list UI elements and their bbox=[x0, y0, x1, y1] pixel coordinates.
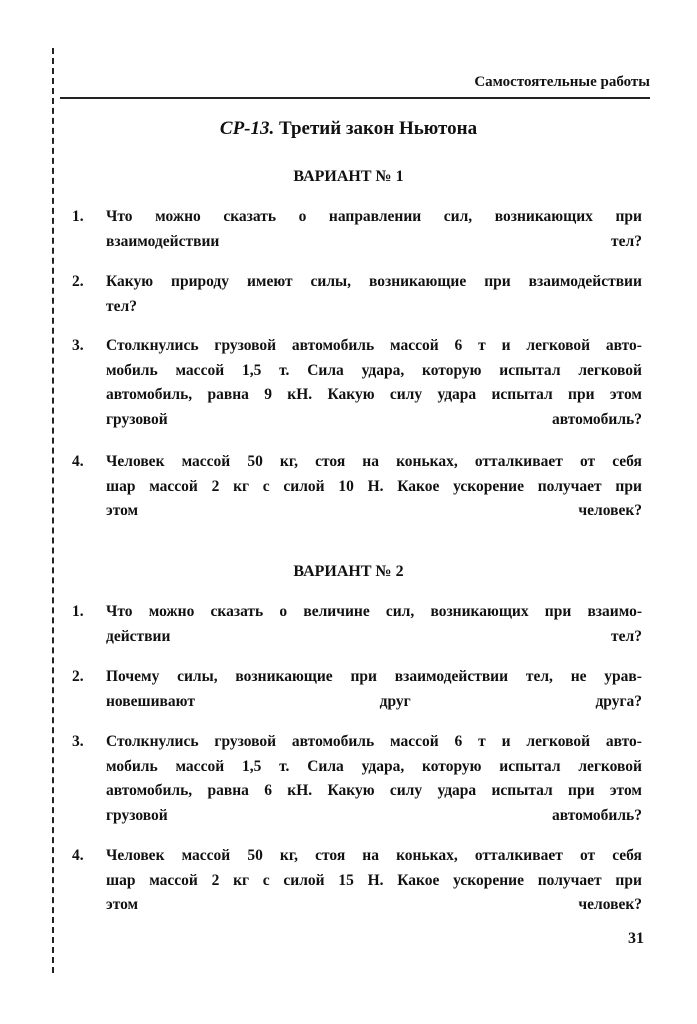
word: легковой bbox=[578, 361, 642, 379]
word: коньках, bbox=[396, 453, 458, 470]
word: удара, bbox=[361, 757, 405, 775]
word: силу bbox=[389, 782, 423, 799]
question-line: грузовой автомобиль? bbox=[106, 806, 642, 824]
word: мобиль bbox=[106, 361, 158, 379]
question-line bbox=[106, 450, 642, 475]
word: кН. bbox=[287, 386, 313, 403]
question-text bbox=[106, 334, 642, 432]
question-line: новешивают друг друга? bbox=[106, 692, 642, 710]
word: Какое bbox=[397, 477, 440, 495]
word: урав- bbox=[604, 668, 642, 685]
word: можно bbox=[148, 603, 195, 620]
title-text: Третий закон Ньютона bbox=[279, 118, 478, 139]
question-line bbox=[106, 730, 642, 755]
word: возникающих bbox=[430, 603, 529, 620]
title-code: СР-13. bbox=[219, 118, 275, 139]
question-line bbox=[106, 359, 642, 384]
word: 9 bbox=[264, 386, 272, 403]
question bbox=[72, 205, 642, 254]
question-number: 3. bbox=[72, 337, 84, 354]
word: 1,5 bbox=[241, 361, 262, 379]
word: массой bbox=[390, 337, 439, 354]
word: массой bbox=[390, 733, 439, 750]
question-text bbox=[106, 205, 642, 254]
cut-line bbox=[52, 48, 54, 973]
word: при bbox=[544, 603, 572, 620]
word: стоя bbox=[315, 453, 346, 470]
question bbox=[72, 600, 642, 649]
word: т bbox=[478, 733, 486, 750]
question-text bbox=[106, 730, 642, 828]
word: 6 bbox=[454, 733, 463, 750]
question-line bbox=[106, 600, 642, 625]
word: о bbox=[298, 208, 307, 225]
word: этом bbox=[609, 386, 642, 403]
word: Сила bbox=[307, 361, 344, 379]
question-line bbox=[106, 205, 642, 230]
word: авто- bbox=[605, 733, 642, 750]
word: при bbox=[615, 477, 642, 495]
word: массой bbox=[181, 453, 231, 470]
word: возникающие bbox=[235, 668, 333, 685]
word: направлении bbox=[328, 208, 422, 225]
word: коньках, bbox=[396, 847, 458, 864]
question-line bbox=[106, 270, 642, 295]
word: ускорение bbox=[453, 477, 524, 495]
word: сил, bbox=[385, 603, 415, 620]
word: массой bbox=[181, 847, 231, 864]
word: на bbox=[362, 847, 379, 864]
word: от bbox=[579, 453, 596, 470]
word: легковой bbox=[526, 337, 591, 354]
word: при bbox=[615, 208, 642, 225]
word: автомобиль, bbox=[106, 386, 193, 403]
question-line: взаимодействии тел? bbox=[106, 232, 642, 250]
word: при bbox=[615, 871, 642, 889]
word: кг bbox=[233, 477, 250, 495]
word: 15 bbox=[338, 871, 354, 889]
question-line: этом человек? bbox=[106, 896, 642, 913]
word: отталкивает bbox=[474, 847, 563, 864]
word: шар bbox=[106, 871, 136, 889]
question-line: тел? bbox=[106, 297, 137, 315]
word: 50 bbox=[247, 453, 263, 470]
word: ускорение bbox=[453, 871, 524, 889]
word: на bbox=[362, 453, 379, 470]
word: удара bbox=[437, 386, 477, 403]
question-number: 2. bbox=[72, 273, 84, 290]
word: 6 bbox=[264, 782, 272, 799]
page-number: 31 bbox=[628, 930, 644, 947]
question-number: 1. bbox=[72, 603, 84, 620]
word: Человек bbox=[106, 453, 165, 470]
question-text bbox=[106, 270, 642, 319]
word: удара bbox=[437, 782, 477, 799]
word: массой bbox=[149, 477, 198, 495]
word: при bbox=[568, 386, 595, 403]
word: себя bbox=[612, 847, 642, 864]
question-line: грузовой автомобиль? bbox=[106, 410, 642, 428]
word: силу bbox=[389, 386, 423, 403]
word: сказать bbox=[210, 603, 264, 620]
word: массой bbox=[175, 757, 225, 775]
word: испытал bbox=[499, 361, 561, 379]
word: Какую bbox=[106, 273, 154, 290]
word: 10 bbox=[338, 477, 354, 495]
question-line bbox=[106, 665, 642, 690]
question bbox=[72, 334, 642, 432]
word: Столкнулись bbox=[106, 337, 199, 354]
word: Столкнулись bbox=[106, 733, 199, 750]
word: кг bbox=[233, 871, 250, 889]
question-line: действии тел? bbox=[106, 627, 642, 645]
word: Что bbox=[106, 208, 133, 225]
word: Человек bbox=[106, 847, 165, 864]
variant-heading: ВАРИАНТ № 1 bbox=[293, 168, 404, 185]
question-number: 3. bbox=[72, 733, 84, 750]
word: сказать bbox=[223, 208, 277, 225]
word: т bbox=[478, 337, 486, 354]
word: 6 bbox=[454, 337, 463, 354]
question-number: 2. bbox=[72, 668, 84, 685]
word: Сила bbox=[307, 757, 344, 775]
word: Что bbox=[106, 603, 133, 620]
question-number: 1. bbox=[72, 208, 84, 225]
word: мобиль bbox=[106, 757, 158, 775]
word: с bbox=[262, 871, 270, 889]
question-line bbox=[106, 334, 642, 359]
word: тел, bbox=[525, 668, 553, 685]
word: Почему bbox=[106, 668, 160, 685]
word: легковой bbox=[526, 733, 591, 750]
word: испытал bbox=[491, 782, 553, 799]
question bbox=[72, 730, 642, 828]
word: стоя bbox=[315, 847, 346, 864]
word: от bbox=[579, 847, 596, 864]
word: 50 bbox=[247, 847, 263, 864]
word: Н. bbox=[367, 871, 384, 889]
question-line bbox=[106, 779, 642, 804]
word: грузовой bbox=[214, 337, 277, 354]
word: и bbox=[501, 337, 511, 354]
word: удара, bbox=[361, 361, 405, 379]
word: 2 bbox=[211, 871, 220, 889]
word: кН. bbox=[287, 782, 313, 799]
word: силой bbox=[283, 477, 325, 495]
question bbox=[72, 844, 642, 918]
word: взаимодействии bbox=[528, 273, 642, 290]
word: этом bbox=[609, 782, 642, 799]
word: автомобиль bbox=[291, 733, 375, 750]
question-line bbox=[106, 383, 642, 408]
question-line bbox=[106, 755, 642, 780]
word: имеют bbox=[246, 273, 293, 290]
word: при bbox=[350, 668, 377, 685]
word: равна bbox=[207, 386, 249, 403]
variant-heading: ВАРИАНТ № 2 bbox=[293, 563, 404, 580]
word: получает bbox=[537, 871, 602, 889]
word: грузовой bbox=[214, 733, 277, 750]
header-rule bbox=[60, 97, 650, 99]
word: испытал bbox=[499, 757, 561, 775]
word: взаимодействии bbox=[394, 668, 509, 685]
page-title bbox=[0, 118, 697, 140]
word: кг, bbox=[279, 453, 298, 470]
question-text bbox=[106, 600, 642, 649]
word: с bbox=[262, 477, 270, 495]
question bbox=[72, 665, 642, 714]
question bbox=[72, 270, 642, 319]
word: и bbox=[501, 733, 511, 750]
question-line bbox=[106, 844, 642, 869]
word: природу bbox=[171, 273, 230, 290]
word: возникающие bbox=[368, 273, 467, 290]
word: Н. bbox=[367, 477, 384, 495]
question-text bbox=[106, 844, 642, 918]
word: взаимо- bbox=[587, 603, 642, 620]
word: Какую bbox=[327, 782, 375, 799]
word: возникающих bbox=[494, 208, 593, 225]
word: т. bbox=[279, 361, 290, 379]
word: отталкивает bbox=[474, 453, 563, 470]
question-text bbox=[106, 665, 642, 714]
question-number: 4. bbox=[72, 453, 84, 470]
word: о bbox=[279, 603, 288, 620]
word: автомобиль, bbox=[106, 782, 193, 799]
word: т. bbox=[279, 757, 290, 775]
word: получает bbox=[537, 477, 602, 495]
word: Какую bbox=[327, 386, 375, 403]
word: равна bbox=[207, 782, 249, 799]
question bbox=[72, 450, 642, 524]
question-line: этом человек? bbox=[106, 502, 642, 519]
word: испытал bbox=[491, 386, 553, 403]
word: которую bbox=[422, 757, 482, 775]
word: можно bbox=[155, 208, 201, 225]
running-header: Самостоятельные работы bbox=[474, 74, 650, 90]
question-line bbox=[106, 475, 642, 500]
word: массой bbox=[175, 361, 225, 379]
word: при bbox=[484, 273, 511, 290]
word: величине bbox=[303, 603, 370, 620]
question-text bbox=[106, 450, 642, 524]
word: 2 bbox=[211, 477, 220, 495]
word: кг, bbox=[279, 847, 298, 864]
question-number: 4. bbox=[72, 847, 84, 864]
word: массой bbox=[149, 871, 198, 889]
word: сил, bbox=[443, 208, 473, 225]
word: которую bbox=[422, 361, 482, 379]
word: силы, bbox=[177, 668, 218, 685]
question-line bbox=[106, 869, 642, 894]
word: силы, bbox=[310, 273, 352, 290]
word: силой bbox=[283, 871, 325, 889]
word: себя bbox=[612, 453, 642, 470]
word: при bbox=[568, 782, 595, 799]
word: не bbox=[570, 668, 587, 685]
word: авто- bbox=[605, 337, 642, 354]
word: 1,5 bbox=[241, 757, 262, 775]
word: легковой bbox=[578, 757, 642, 775]
word: автомобиль bbox=[291, 337, 375, 354]
word: шар bbox=[106, 477, 136, 495]
word: Какое bbox=[397, 871, 440, 889]
